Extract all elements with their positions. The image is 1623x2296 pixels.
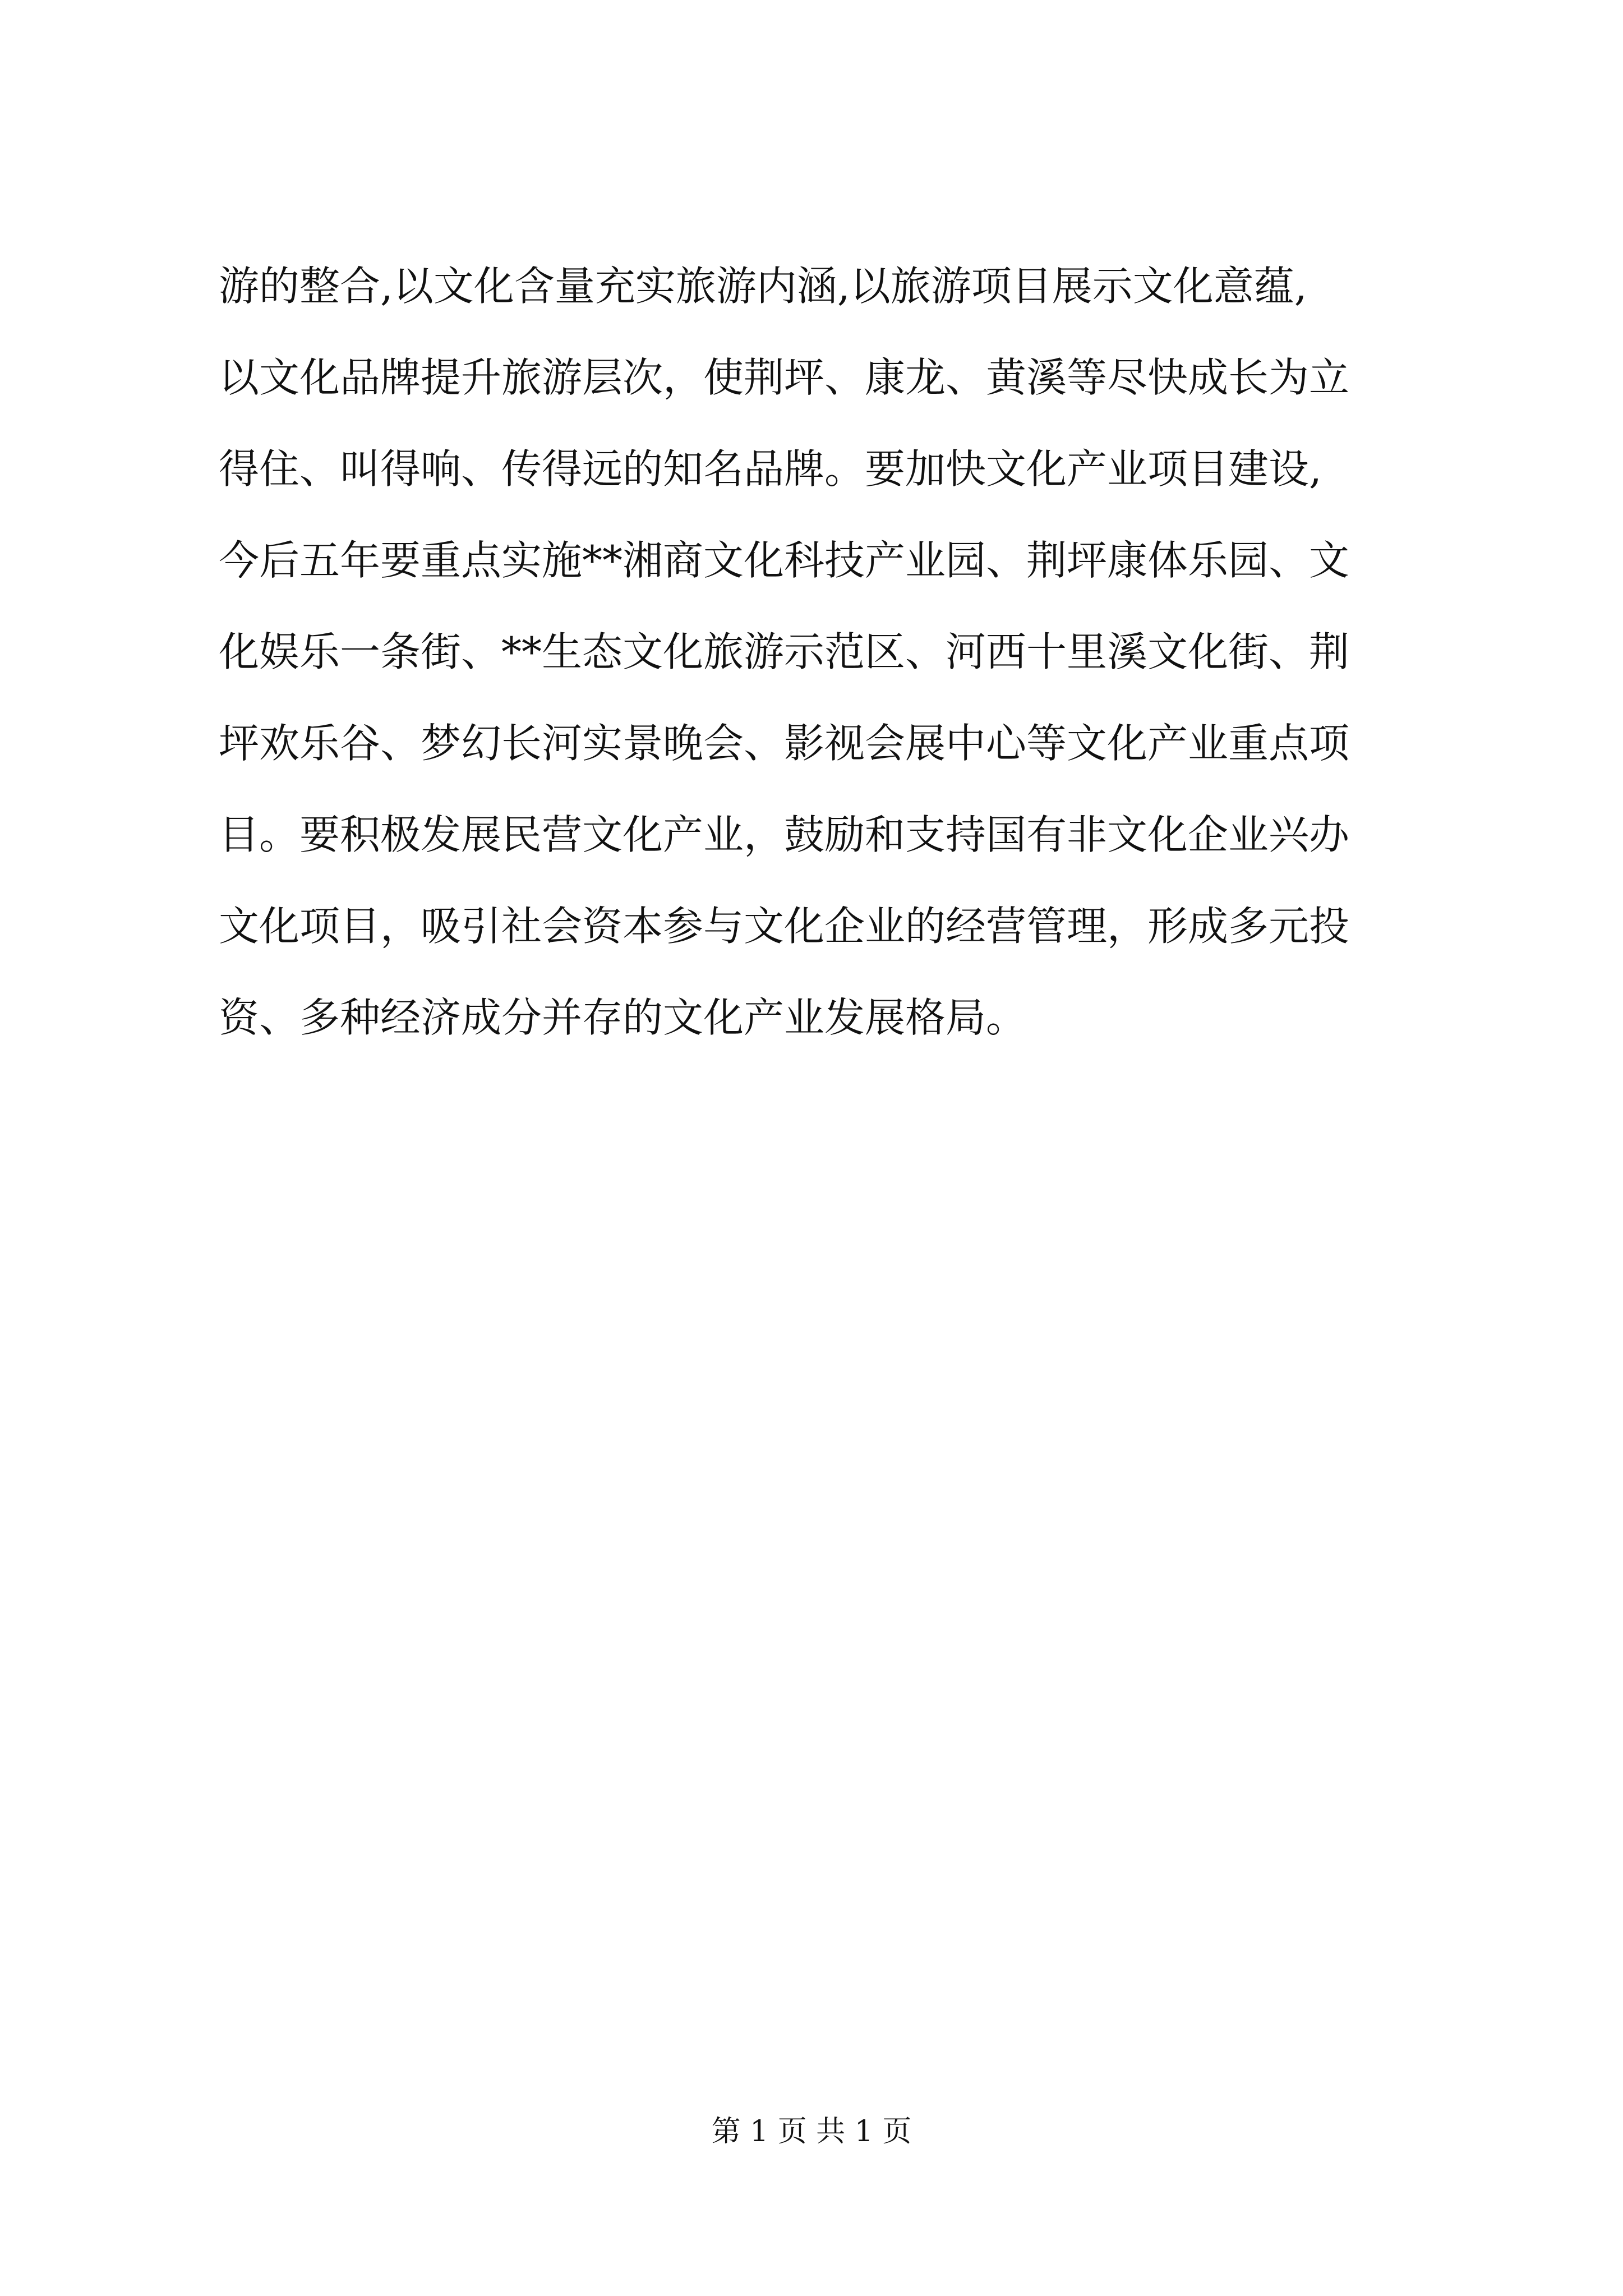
- paragraph-line: 化娱乐一条街、**生态文化旅游示范区、河西十里溪文化街、荆: [219, 628, 1350, 675]
- paragraph-line: 目。要积极发展民营文化产业，鼓励和支持国有非文化企业兴办: [219, 811, 1350, 858]
- paragraph-line: 坪欢乐谷、梦幻长河实景晚会、影视会展中心等文化产业重点项: [219, 720, 1350, 767]
- paragraph-line: 今后五年要重点实施**湘商文化科技产业园、荆坪康体乐园、文: [219, 537, 1350, 584]
- paragraph-line: 资、多种经济成分并存的文化产业发展格局。: [219, 994, 1027, 1041]
- paragraph-line: 游的整合,以文化含量充实旅游内涵,以旅游项目展示文化意蕴,: [219, 263, 1307, 310]
- body-paragraph: [219, 258, 1419, 1081]
- page-footer: 第 1 页 共 1 页: [711, 2115, 912, 2148]
- paragraph-line: 得住、叫得响、传得远的知名品牌。要加快文化产业项目建设,: [219, 445, 1322, 493]
- paragraph-line: 以文化品牌提升旅游层次，使荆坪、康龙、黄溪等尽快成长为立: [219, 354, 1350, 401]
- paragraph-line: 文化项目，吸引社会资本参与文化企业的经营管理，形成多元投: [219, 903, 1350, 950]
